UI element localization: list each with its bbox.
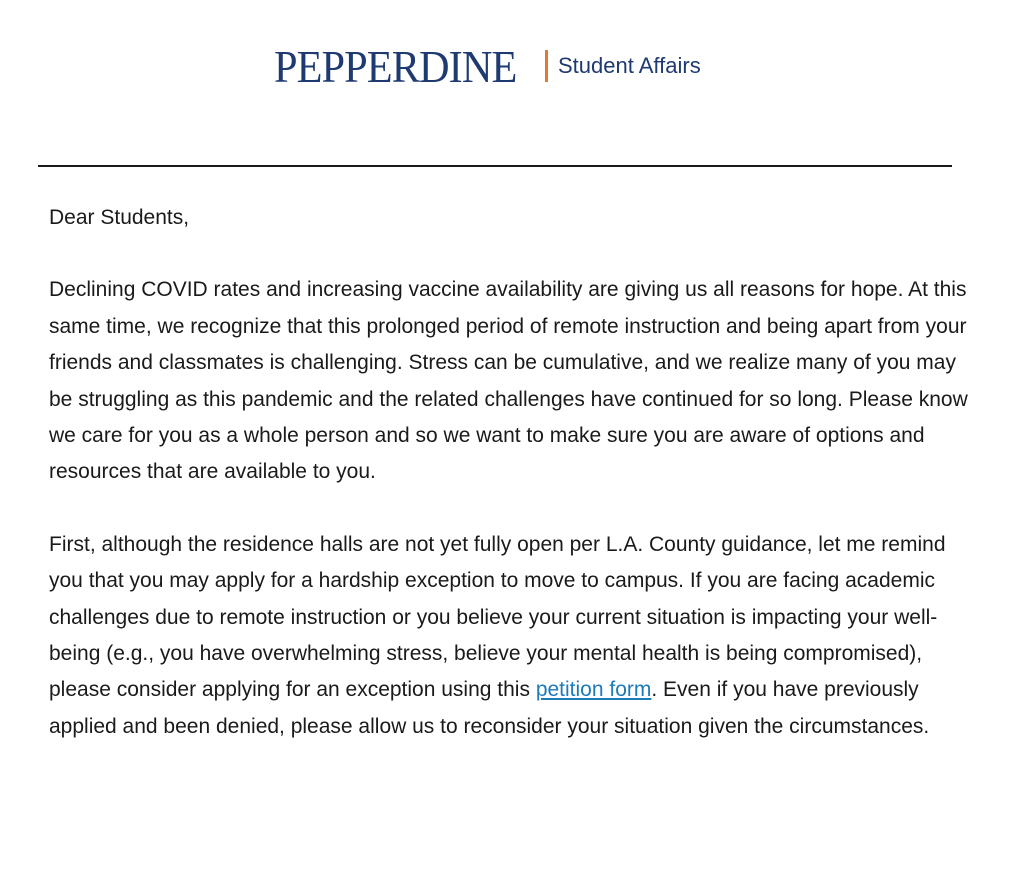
paragraph-2-text-after-link: . Even if you have previously applied and been denied, please allow us to reconsider your situation given the circumstances. (49, 678, 930, 738)
header-divider-rule (38, 165, 952, 167)
email-body (49, 200, 969, 781)
logo-divider-bar (545, 50, 548, 82)
petition-form-link[interactable]: petition form (535, 678, 652, 702)
email-greeting: Dear Students, (49, 206, 190, 229)
logo-unit-name: Student Affairs (558, 53, 701, 78)
pepperdine-logo-wordmark: PEPPERDINE (274, 41, 517, 92)
email-header (0, 38, 1024, 108)
email-paragraph-1: Declining COVID rates and increasing vaccine availability are giving us all reasons for hope. At this same time, we recognize that this prolonged period of remote instruction and being apart from your friends and classmates is challenging. Stress can be cumulative, and we realize many of you may be struggling as this pandemic and the related challenges have continued for so long. Please know we care for you as a whole person and so we want to make sure you are aware of options and resources that are available to you. (49, 278, 968, 484)
paragraph-2-text-before-link: First, although the residence halls are not yet fully open per L.A. County guidance, let me remind you that you may apply for a hardship exception to move to campus. If you are facing academic challenges due to remote instruction or you believe your current situation is impacting your well-being (e.g., you have overwhelming stress, believe your mental health is being compromised), please consider applying for an exception using this (49, 532, 946, 702)
email-paragraph-2 (49, 527, 969, 745)
